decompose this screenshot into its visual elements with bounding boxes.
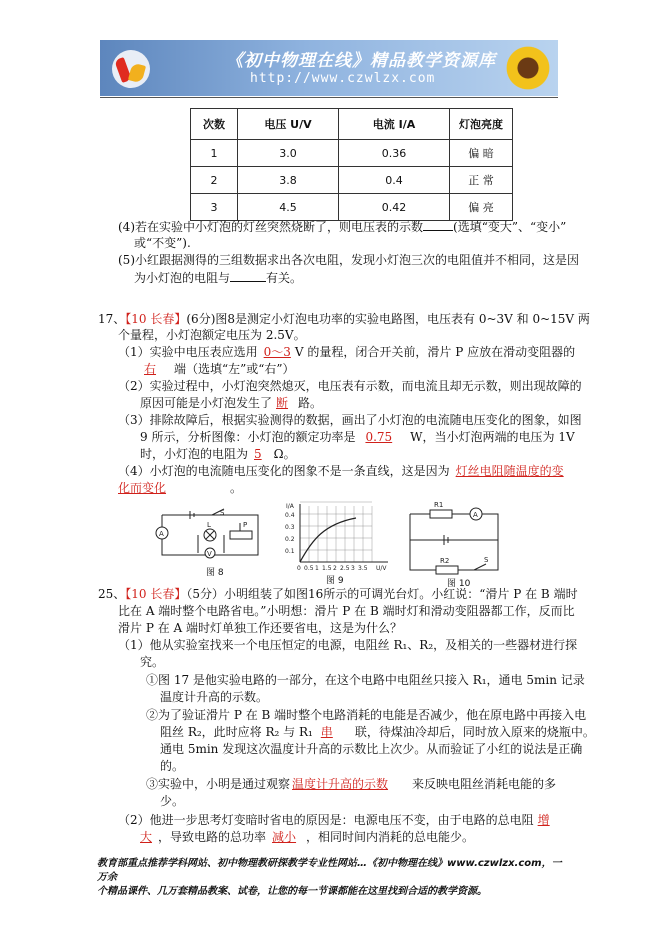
q17-sub3-line1: （3）排除故障后，根据实验测得的数据，画出了小灯泡的电流随电压变化的图象，如图 bbox=[118, 413, 582, 427]
fig9-xtick: 2.5 bbox=[340, 565, 350, 572]
measurement-table bbox=[190, 108, 513, 221]
fig9-ytick: 0.1 bbox=[285, 548, 295, 555]
answer: 5 bbox=[254, 447, 262, 461]
answer: 串 bbox=[320, 725, 333, 739]
q25-sub1-line2: 究。 bbox=[140, 655, 165, 669]
q25-c3-line1 bbox=[146, 776, 556, 792]
fig10-label-r2: R2 bbox=[440, 557, 450, 565]
fig9-ytick: 0.3 bbox=[285, 524, 295, 531]
q25-c3-line2: 少。 bbox=[160, 794, 185, 808]
table-header: 电压 U/V bbox=[238, 109, 339, 140]
figure-8-caption: 图 8 bbox=[206, 568, 224, 578]
fig8-label-l: L bbox=[207, 521, 211, 529]
text: ，导致电路的总功率 bbox=[158, 830, 267, 844]
footer-line: 教育部重点推荐学科网站、初中物理教研探教学专业性网站…《初中物理在线》www.czwlzx.com，一万余 bbox=[97, 858, 562, 883]
q17-sub3-line2 bbox=[140, 429, 575, 445]
q25-sub2-line1 bbox=[118, 812, 550, 828]
figure-10-circuit bbox=[404, 500, 504, 576]
fig9-xtick: 1.5 bbox=[322, 565, 332, 572]
table-header: 电流 I/A bbox=[339, 109, 450, 140]
q17-sub3-line3 bbox=[140, 446, 296, 462]
table-header-row bbox=[191, 109, 513, 140]
text: (4)若在实验中小灯泡的灯丝突然烧断了，则电压表的示数 bbox=[118, 220, 424, 234]
answer: 0.75 bbox=[365, 430, 393, 444]
q25-c1-line2: 温度计升高的示数。 bbox=[160, 690, 269, 704]
fig9-xlabel: U/V bbox=[376, 565, 387, 572]
q25-line3: 滑片 P 在 A 端时灯单独工作还要省电，这是为什么？ bbox=[118, 621, 402, 635]
fig9-xtick: 1 bbox=[315, 565, 319, 572]
question-number: 25、 bbox=[98, 587, 126, 601]
answer-blank bbox=[230, 269, 266, 282]
table-cell: 0.4 bbox=[339, 167, 450, 194]
figure-10-caption: 图 10 bbox=[447, 579, 471, 589]
q25-sub1-line1: （1）他从实验室找来一个电压恒定的电源，电阻丝 R₁、R₂，及相关的一些器材进行探 bbox=[118, 638, 578, 652]
footer-line: 个精品课件、几万套精品教案、试卷，让您的每一节课都能在这里找到合适的教学资源。 bbox=[97, 886, 487, 897]
answer: 温度计升高的示数 bbox=[292, 777, 389, 791]
text: ，相同时间内消耗的总电能少。 bbox=[306, 830, 475, 844]
q-prev-part5-line1: (5)小红跟据测得的三组数据求出各次电阻，发现小灯泡三次的电阻值并不相同，这是因 bbox=[118, 253, 580, 267]
text: 时，小灯泡的电阻为 bbox=[140, 447, 249, 461]
text: 端（选填“左”或“右”） bbox=[174, 362, 295, 376]
q17-line1 bbox=[98, 311, 590, 327]
q25-line1 bbox=[98, 586, 578, 602]
answer: 化而变化 bbox=[118, 481, 167, 495]
banner-title: 《初中物理在线》精品教学资源库 bbox=[226, 51, 496, 71]
fig9-ylabel: I/A bbox=[286, 503, 294, 510]
answer: 灯丝电阻随温度的变 bbox=[455, 464, 564, 478]
source-tag: 【10 长春】 bbox=[125, 587, 187, 601]
fig8-label-a: A bbox=[159, 530, 164, 538]
table-cell: 3.8 bbox=[238, 167, 339, 194]
text: (6分)图8是测定小灯泡电功率的实验电路图，电压表有 0~3V 和 0~15V 两 bbox=[186, 312, 590, 326]
page-footer bbox=[97, 857, 567, 899]
text: (选填“变大”、“变小” bbox=[453, 220, 567, 234]
text: 联，待煤油冷却后，同时放入原来的烧瓶中。 bbox=[354, 725, 595, 739]
q17-sub4-line1 bbox=[118, 463, 564, 479]
sunflower-decoration bbox=[504, 44, 552, 92]
fig8-label-s: S bbox=[220, 509, 225, 517]
table-cell: 正 常 bbox=[450, 167, 513, 194]
text: 9 所示，分析图像：小灯泡的额定功率是 bbox=[140, 430, 356, 444]
table-cell: 3.0 bbox=[238, 140, 339, 167]
answer-blank bbox=[423, 218, 453, 231]
table-cell: 4.5 bbox=[238, 194, 339, 221]
table-cell: 3 bbox=[191, 194, 238, 221]
fig8-label-v: V bbox=[207, 550, 212, 558]
answer: 右 bbox=[144, 362, 157, 376]
answer: 大 bbox=[140, 830, 153, 844]
table-cell: 偏 暗 bbox=[450, 140, 513, 167]
fig9-xtick: 0 bbox=[297, 565, 301, 572]
q25-line2: 比在 A 端时整个电路省电。”小明想：滑片 P 在 B 端时灯和滑动变阻器都工作，反而比 bbox=[118, 604, 575, 618]
fig10-label-r1: R1 bbox=[434, 501, 444, 509]
q-prev-part4-line1 bbox=[118, 218, 566, 235]
table-cell: 0.42 bbox=[339, 194, 450, 221]
fig9-xtick: 0.5 bbox=[304, 565, 314, 572]
text: （2）他进一步思考灯变暗时省电的原因是：电源电压不变，由于电路的总电阻 bbox=[118, 813, 534, 827]
answer: 断 bbox=[276, 396, 289, 410]
table-row bbox=[191, 140, 513, 167]
text: 原因可能是小灯泡发生了 bbox=[140, 396, 273, 410]
q25-c2-line4: 的。 bbox=[160, 759, 185, 773]
text: 。 bbox=[230, 481, 243, 495]
q-prev-part5-line2 bbox=[134, 269, 302, 286]
figure-9-graph bbox=[284, 500, 396, 572]
q17-sub4-line2 bbox=[118, 480, 242, 496]
fig10-label-s: S bbox=[484, 556, 489, 564]
q-prev-part4-line2: 或“不变”). bbox=[134, 236, 191, 250]
fig9-ytick: 0.2 bbox=[285, 536, 295, 543]
table-cell: 偏 亮 bbox=[450, 194, 513, 221]
text: ③实验中，小明是通过观察 bbox=[146, 777, 291, 791]
table-row bbox=[191, 167, 513, 194]
text: 有关。 bbox=[266, 271, 303, 285]
table-row bbox=[191, 194, 513, 221]
text: 阻丝 R₂，此时应将 R₂ 与 R₁ bbox=[160, 725, 313, 739]
header-divider bbox=[100, 97, 558, 98]
fig9-ytick: 0.4 bbox=[285, 512, 295, 519]
q25-c2-line1: ②为了验证滑片 P 在 B 端时整个电路消耗的电能是否减少，他在原电路中再接入电 bbox=[146, 708, 587, 722]
figure-8-circuit bbox=[150, 505, 270, 563]
table-cell: 2 bbox=[191, 167, 238, 194]
question-number: 17、 bbox=[98, 312, 126, 326]
table-cell: 1 bbox=[191, 140, 238, 167]
text: （5分）小明组装了如图16所示的可调光台灯。小红说：“滑片 P 在 B 端时 bbox=[186, 587, 578, 601]
answer: 减小 bbox=[272, 830, 297, 844]
q17-sub1-line2 bbox=[140, 361, 295, 377]
source-tag: 【10 长春】 bbox=[125, 312, 187, 326]
fig9-xtick: 3.5 bbox=[358, 565, 368, 572]
table-cell: 0.36 bbox=[339, 140, 450, 167]
q17-sub2-line1: （2）实验过程中，小灯泡突然熄灭，电压表有示数，而电流且却无示数，则出现故障的 bbox=[118, 379, 582, 393]
text: 为小灯泡的电阻与 bbox=[134, 271, 231, 285]
q17-sub1-line1 bbox=[118, 344, 575, 360]
text: （1）实验中电压表应选用 bbox=[118, 345, 258, 359]
q25-c2-line3: 通电 5min 发现这次温度计升高的示数比上次少。从而验证了小红的说法是正确 bbox=[160, 742, 583, 756]
q17-line2: 个量程，小灯泡额定电压为 2.5V。 bbox=[118, 328, 306, 342]
table-header: 灯泡亮度 bbox=[450, 109, 513, 140]
q17-sub2-line2 bbox=[140, 395, 322, 411]
header-banner bbox=[100, 40, 558, 96]
text: V 的量程，闭合开关前，滑片 P 应放在滑动变阻器的 bbox=[294, 345, 576, 359]
text: 来反映电阻丝消耗电能的多 bbox=[412, 777, 557, 791]
text: （4）小灯泡的电流随电压变化的图象不是一条直线，这是因为 bbox=[118, 464, 450, 478]
text: 路。 bbox=[298, 396, 323, 410]
fig9-xtick: 3 bbox=[351, 565, 355, 572]
fig8-label-p: P bbox=[243, 521, 248, 529]
q25-c2-line2 bbox=[160, 724, 595, 740]
text: W，当小灯泡两端的电压为 1V bbox=[410, 430, 575, 444]
answer: 0～3 bbox=[263, 345, 291, 359]
figure-9-caption: 图 9 bbox=[326, 576, 344, 586]
fig9-xtick: 2 bbox=[333, 565, 337, 572]
q25-sub2-line2 bbox=[140, 829, 474, 845]
site-logo bbox=[112, 50, 150, 88]
table-header: 次数 bbox=[191, 109, 238, 140]
answer: 增 bbox=[537, 813, 550, 827]
q25-c1-line1: ①图 17 是他实验电路的一部分，在这个电路中电阻丝只接入 R₁，通电 5min 记录 bbox=[146, 673, 585, 687]
text: Ω。 bbox=[273, 447, 296, 461]
fig10-label-a: A bbox=[473, 511, 478, 519]
banner-url[interactable]: http://www.czwlzx.com bbox=[250, 71, 436, 86]
